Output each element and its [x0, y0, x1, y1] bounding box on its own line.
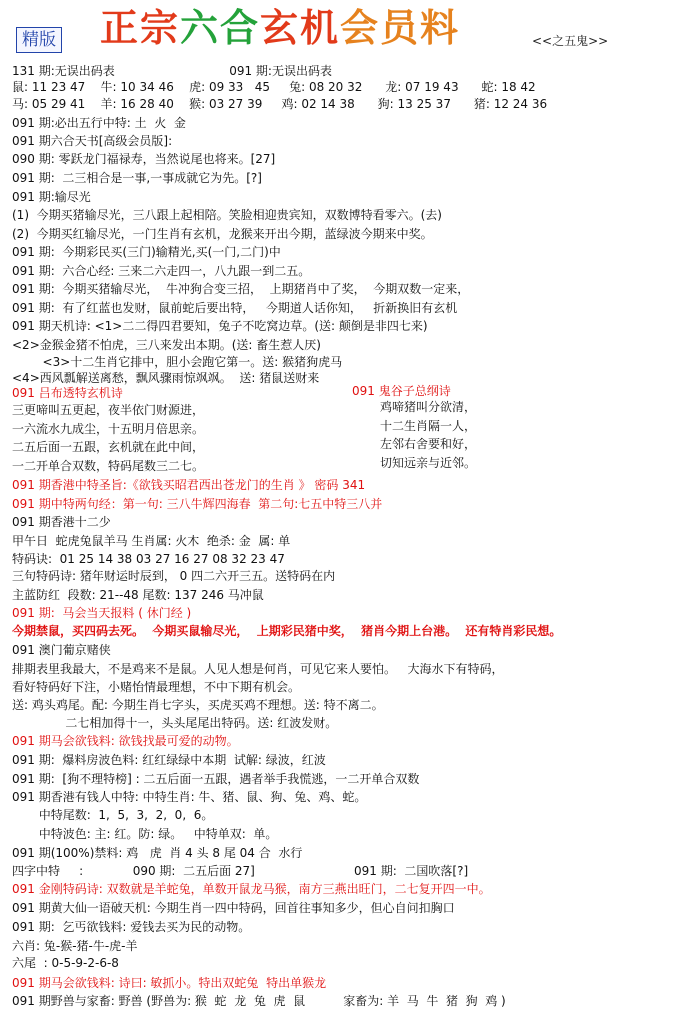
text-line: 090 期: 零跃龙门福禄寿，当然说尾也将来。[27] — [12, 152, 276, 166]
text-line: 中特尾数: 1, 5, 3, 2, 0, 6。 — [12, 808, 214, 822]
author-tag: <<之五鬼>> — [532, 34, 609, 48]
text-line: <2>金猴金猪不怕虎，三八来发出本期。(送: 畜生惹人厌) — [12, 338, 321, 352]
text-line: 091 期: 爆料房波色料: 红红绿绿中本期 试解: 绿波，红波 — [12, 753, 326, 767]
title-part-3: 玄机 — [260, 6, 341, 50]
text-line: 六肖: 兔-猴-猪-牛-虎-羊 — [12, 939, 138, 953]
title-part-4: 会员料 — [340, 6, 461, 50]
text-line: 鼠: 11 23 47 牛: 10 34 46 虎: 09 33 45 兔: 08 20 32 龙: 07 19 43 蛇: 18 42 — [12, 80, 536, 94]
text-line: <4>西风瓢解送离愁，飘风骤雨惊飒飒。 送: 猪鼠送财来 — [12, 371, 320, 385]
title-part-1: 正宗 — [100, 6, 181, 50]
text-line: 091 期香港中特圣旨:《欲钱买昭君西出苍龙门的生肖 》 密码 341 — [12, 478, 366, 492]
text-line: 甲午日 蛇虎兔鼠羊马 生肖属: 火木 绝杀: 金 属: 单 — [12, 534, 291, 548]
text-line: 六尾 : 0-5-9-2-6-8 — [12, 956, 119, 970]
text-line: 送: 鸡头鸡尾。配: 今期生肖七字头，买虎买鸡不理想。送: 特不离二。 — [12, 698, 384, 712]
header — [0, 0, 679, 60]
right-poem-line-1: 鸡啼猪叫分欲清， — [380, 400, 477, 414]
right-poem-line-4: 切知远亲与近邻。 — [380, 456, 477, 470]
text-line: 091 期: 二三相合是一事,一事成就它为先。[?] — [12, 171, 262, 185]
page-title — [100, 2, 460, 54]
text-line: (1) 今期买猪输尽光，三八跟上起相陪。笑脸相迎贵宾知，双数博特看零六。(去) — [12, 208, 442, 222]
text-line: 091 期:输尽光 — [12, 190, 91, 204]
text-line: 特码诀: 01 25 14 38 03 27 16 27 08 32 23 47 — [12, 552, 285, 566]
text-line: 三更啼叫五更起，夜半依门财源进， — [12, 403, 205, 417]
text-line: 091 期香港有钱人中特: 中特生肖: 牛、猪、鼠、狗、兔、鸡、蛇。 — [12, 790, 367, 804]
text-line: 091 期: 马会当天报料 ( 休门经 ) — [12, 606, 192, 620]
text-line: 091 期: 有了红蓝也发财，鼠前蛇后要出特， 今期道人话你知， 折新换旧有玄机 — [12, 301, 458, 315]
text-line: 091 期野兽与家畜: 野兽 (野兽为: 猴 蛇 龙 兔 虎 鼠 家畜为: 羊 马 牛 猪 狗 鸡 ) — [12, 994, 506, 1008]
text-line: 排期表里我最大，不是鸡来不是鼠。人见人想是何肖，可见它来人要怕。 大海水下有特码， — [12, 662, 504, 676]
text-line: 091 期马会欲钱料: 欲钱找最可爱的动物。 — [12, 734, 239, 748]
text-line: 主蓝防红 段数: 21--48 尾数: 137 246 马冲鼠 — [12, 588, 264, 602]
text-line: 一六流水九成尘，十五明月倍思亲。 — [12, 422, 205, 436]
title-part-2: 六合 — [180, 6, 261, 50]
text-line: 091 期天机诗: <1>二二得四君要知，兔子不吃窝边草。(送: 颠倒是非四七来) — [12, 319, 428, 333]
text-line: 今期禁鼠，买四码去死。 今期买鼠输尽光， 上期彩民猪中奖， 猪肖今期上台港。 还有特肖彩民想。 — [12, 624, 562, 638]
text-line: 看好特码好下注，小赌怡情最理想，不中下期有机会。 — [12, 680, 301, 694]
text-line: <3>十二生肖它排中，胆小会跑它第一。送: 猴猪狗虎马 — [12, 355, 343, 369]
text-line: 马: 05 29 41 羊: 16 28 40 猴: 03 27 39 鸡: 02 14 38 狗: 13 25 37 猪: 12 24 36 — [12, 97, 548, 111]
edition-badge: 精版 — [16, 27, 62, 53]
text-line: 091 期: 六合心经: 三来二六走四一，八九跟一到二五。 — [12, 264, 311, 278]
text-line: 091 澳门葡京赌侠 — [12, 643, 111, 657]
text-line: 四字中特 : 090 期: 二五后面 27] 091 期: 二国吹落[?] — [12, 864, 469, 878]
text-line: 二七相加得十一，头头尾尾出特码。送: 红波发财。 — [12, 716, 338, 730]
text-line: 091 吕布透特玄机诗 — [12, 386, 123, 400]
text-line: 091 金刚特码诗: 双数就是羊蛇兔，单数开鼠龙马猴，南方三燕出旺门，二七复开四一中。 — [12, 882, 491, 896]
text-line: 091 期黄大仙一语破天机: 今期生肖一四中特码，回首往事知多少，但心自问扣胸口 — [12, 901, 455, 915]
text-line: 091 期: [狗不理特榜] : 二五后面一五跟，遇者举手我慌逃，一二开单合双数 — [12, 772, 420, 786]
text-line: 131 期:无误出码表 091 期:无误出码表 — [12, 64, 332, 78]
right-poem-title: 091 鬼谷子总纲诗 — [352, 384, 451, 398]
right-poem-line-3: 左邻右舍要和好， — [380, 437, 477, 451]
text-line: 091 期: 今期买猪输尽光， 牛冲狗合变三招， 上期猪肖中了奖， 今期双数一定来， — [12, 282, 470, 296]
text-line: 二五后面一五跟，玄机就在此中间， — [12, 440, 205, 454]
text-line: (2) 今期买红输尽光，一门生肖有玄机，龙猴来开出今期，蓝绿波今期来中奖。 — [12, 227, 433, 241]
text-line: 三句特码诗: 猪年财运时辰到， 0 四二六开三五。送特码在内 — [12, 569, 336, 583]
right-poem-line-2: 十二生肖隔一人， — [380, 419, 477, 433]
text-line: 091 期六合天书[高级会员版]: — [12, 134, 173, 148]
text-line: 091 期中特两句经：第一句: 三八牛辉四海春 第二句:七五中特三八并 — [12, 497, 383, 511]
text-line: 091 期马会欲钱料: 诗曰: 敏抓小。特出双蛇兔 特出单猴龙 — [12, 976, 327, 990]
text-line: 091 期(100%)禁料: 鸡 虎 肖 4 头 8 尾 04 合 水行 — [12, 846, 303, 860]
text-line: 091 期:必出五行中特: 土 火 金 — [12, 116, 186, 130]
text-line: 一二开单合双数，特码尾数三二七。 — [12, 459, 205, 473]
text-line: 091 期: 乞丐欲钱料: 爱钱去买为民的动物。 — [12, 920, 251, 934]
text-line: 091 期香港十二少 — [12, 515, 111, 529]
text-line: 091 期: 今期彩民买(三门)输精光,买(一门,二门)中 — [12, 245, 281, 259]
text-line: 中特波色: 主: 红。防: 绿。 中特单双: 单。 — [12, 827, 278, 841]
